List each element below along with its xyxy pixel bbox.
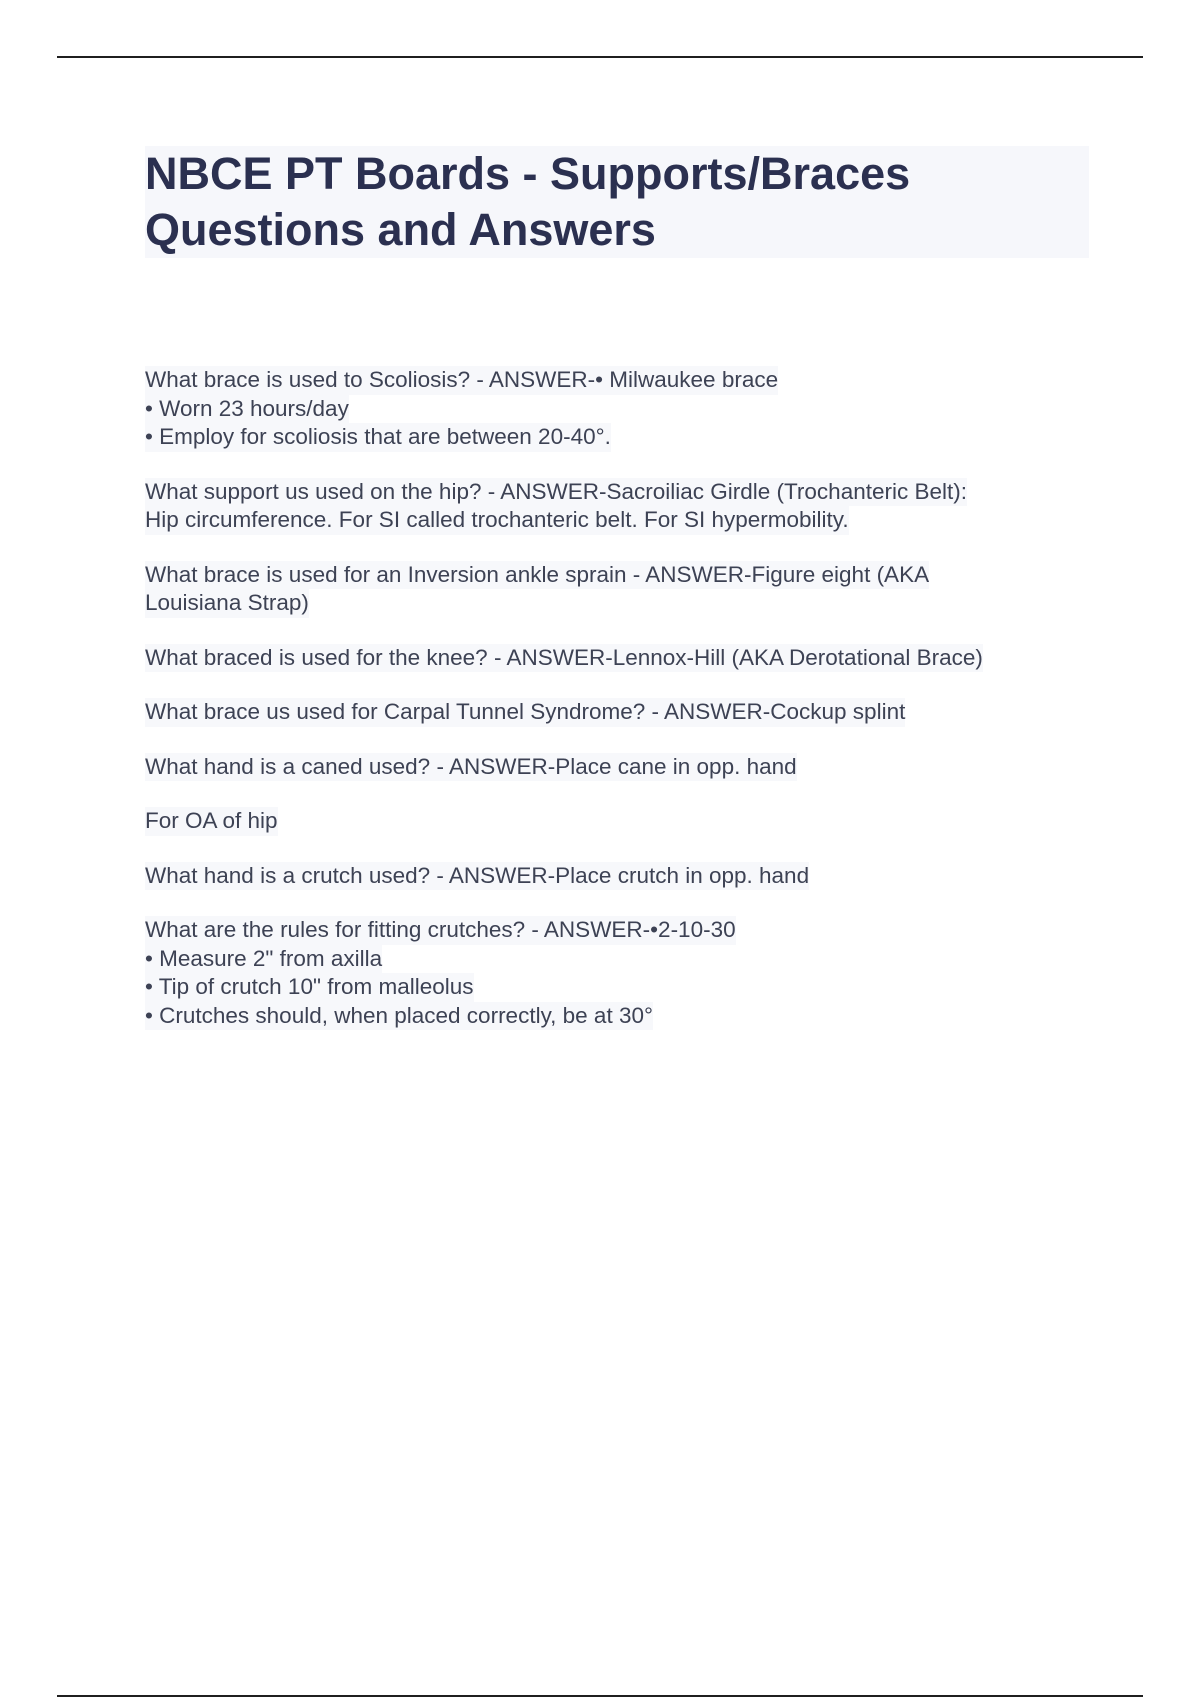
text-line: What brace us used for Carpal Tunnel Syndrome? - ANSWER-Cockup splint: [145, 698, 905, 727]
qa-entry: [145, 807, 1105, 836]
qa-entry: [145, 561, 1105, 618]
qa-entry: [145, 644, 1105, 673]
text-line: • Measure 2" from axilla: [145, 945, 382, 974]
text-line: What brace is used for an Inversion ankle sprain - ANSWER-Figure eight (AKA: [145, 561, 929, 590]
qa-entry: [145, 916, 1105, 1030]
qa-list: [145, 366, 1105, 1056]
footer-rule: [57, 1695, 1143, 1697]
text-line: What are the rules for fitting crutches? - ANSWER-•2-10-30: [145, 916, 736, 945]
text-line: • Worn 23 hours/day: [145, 395, 349, 424]
text-line: Louisiana Strap): [145, 589, 309, 618]
qa-entry: [145, 698, 1105, 727]
text-line: For OA of hip: [145, 807, 278, 836]
text-line: What hand is a crutch used? - ANSWER-Place crutch in opp. hand: [145, 862, 809, 891]
qa-entry: [145, 862, 1105, 891]
title-block: [145, 146, 1089, 258]
text-line: • Tip of crutch 10" from malleolus: [145, 973, 474, 1002]
text-line: What braced is used for the knee? - ANSWER-Lennox-Hill (AKA Derotational Brace): [145, 644, 983, 673]
text-line: What brace is used to Scoliosis? - ANSWER-• Milwaukee brace: [145, 366, 778, 395]
text-line: What hand is a caned used? - ANSWER-Place cane in opp. hand: [145, 753, 797, 782]
document-title: NBCE PT Boards - Supports/Braces Questions and Answers: [145, 148, 911, 255]
qa-entry: [145, 366, 1105, 452]
header-rule: [57, 56, 1143, 58]
qa-entry: [145, 478, 1105, 535]
text-line: What support us used on the hip? - ANSWER-Sacroiliac Girdle (Trochanteric Belt):: [145, 478, 967, 507]
text-line: • Employ for scoliosis that are between 20-40°.: [145, 423, 611, 452]
text-line: • Crutches should, when placed correctly, be at 30°: [145, 1002, 653, 1031]
text-line: Hip circumference. For SI called trochanteric belt. For SI hypermobility.: [145, 506, 849, 535]
qa-entry: [145, 753, 1105, 782]
